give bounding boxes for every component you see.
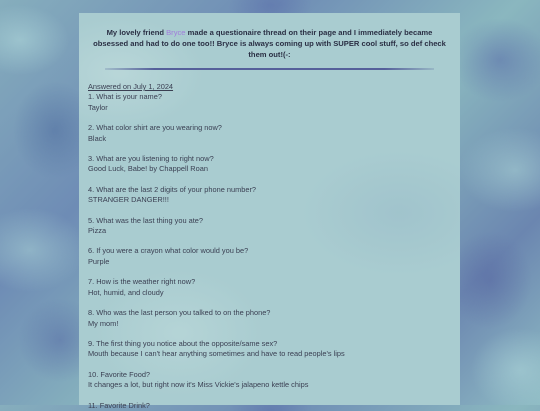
question-item	[88, 246, 460, 267]
content-panel	[79, 13, 460, 410]
answer-text: Good Luck, Babe! by Chappell Roan	[88, 164, 208, 174]
question-text: 6. If you were a crayon what color would you be?	[88, 246, 249, 256]
question-item	[88, 277, 460, 298]
answer-text: Purple	[88, 256, 110, 266]
intro-paragraph	[93, 27, 446, 60]
question-text: 4. What are the last 2 digits of your phone number?	[88, 184, 257, 194]
divider	[105, 68, 434, 70]
answer-text: Mouth because I can't hear anything sometimes and have to read people's lips	[88, 349, 345, 359]
answer-text: Hot, humid, and cloudy	[88, 287, 164, 297]
question-item	[88, 123, 460, 144]
intro-text-after: made a questionaire thread on their page and I immediately became obsessed and had to do one too!! Bryce is always coming up with SUPER cool stuff, so def check them out!(-:	[93, 28, 446, 59]
question-item	[88, 216, 460, 237]
question-text: 8. Who was the last person you talked to on the phone?	[88, 308, 271, 318]
friend-link[interactable]: Bryce	[166, 28, 186, 37]
question-item	[88, 370, 460, 391]
question-text: 2. What color shirt are you wearing now?	[88, 123, 222, 133]
intro-text-before: My lovely friend	[106, 28, 167, 37]
answer-text: Pizza	[88, 226, 107, 236]
question-item	[88, 401, 460, 411]
question-item	[88, 92, 460, 113]
question-item	[88, 308, 460, 329]
question-text: 9. The first thing you notice about the opposite/same sex?	[88, 338, 278, 348]
questionnaire	[88, 82, 460, 411]
answered-date: Answered on July 1, 2024	[88, 82, 174, 91]
question-text: 11. Favorite Drink?	[88, 400, 150, 410]
question-text: 10. Favorite Food?	[88, 369, 151, 379]
question-text: 1. What is your name?	[88, 92, 162, 102]
question-text: 3. What are you listening to right now?	[88, 154, 214, 164]
answer-text: It changes a lot, but right now it's Miss Vickie's jalapeno kettle chips	[88, 380, 309, 390]
question-item	[88, 154, 460, 175]
question-text: 7. How is the weather right now?	[88, 277, 196, 287]
answer-text: My mom!	[88, 318, 119, 328]
question-text: 5. What was the last thing you ate?	[88, 215, 204, 225]
answer-text: Black	[88, 133, 107, 143]
question-item	[88, 185, 460, 206]
question-item	[88, 339, 460, 360]
answer-text: Taylor	[88, 102, 108, 112]
answer-text: STRANGER DANGER!!!	[88, 195, 169, 205]
